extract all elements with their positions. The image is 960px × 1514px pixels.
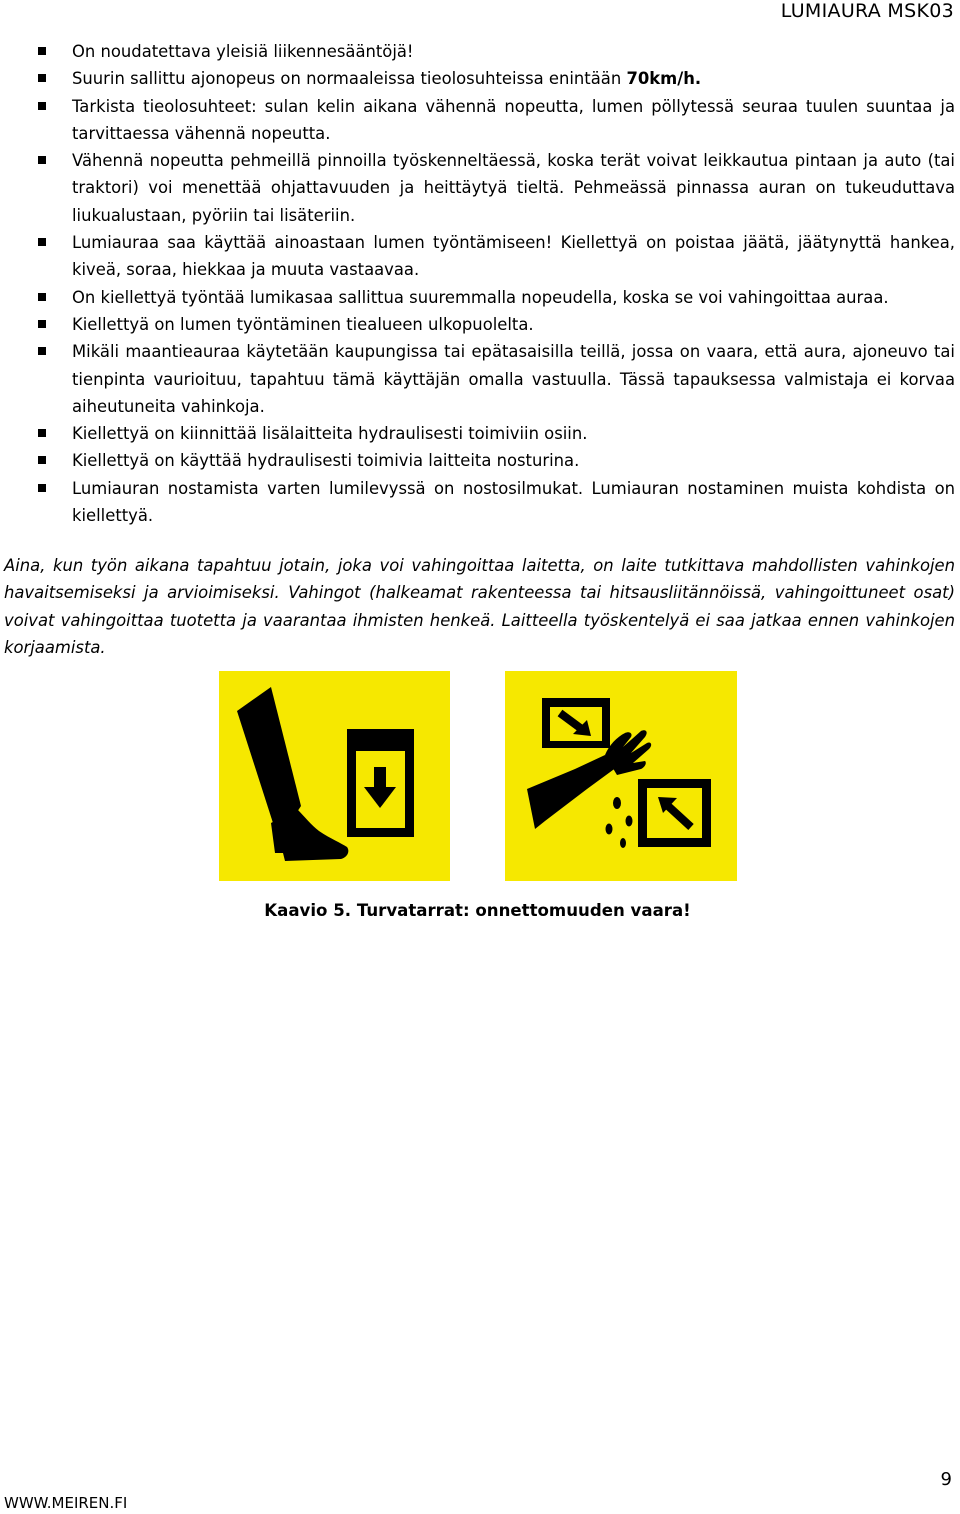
list-item-text: Lumiauraa saa käyttää ainoastaan lumen työntämiseen! Kiellettyä on poistaa jäätä, jäätynyttä hankea, kiveä, soraa, hiekkaa ja muuta vastaavaa. xyxy=(72,233,955,280)
list-item xyxy=(0,229,955,284)
list-item-text: Mikäli maantieauraa käytetään kaupungissa tai epätasaisilla teillä, jossa on vaara, että aura, ajoneuvo tai tienpinta vaurioituu, tapahtuu tämä käyttäjän omalla vastuulla. Tässä tapauksessa valmistaja ei korvaa aiheutuneita vahinkoja. xyxy=(72,342,955,416)
list-item xyxy=(0,93,955,148)
hand-cut-hazard-icon xyxy=(505,671,737,881)
list-item xyxy=(0,311,955,338)
bullet-square-icon xyxy=(38,320,46,328)
list-item xyxy=(0,38,955,65)
bullet-square-icon xyxy=(38,293,46,301)
list-item xyxy=(0,284,955,311)
list-item-text: On kiellettyä työntää lumikasaa sallittua suuremmalla nopeudella, koska se voi vahingoittaa auraa. xyxy=(72,287,889,307)
safety-rules-list xyxy=(0,38,955,529)
figure-caption: Kaavio 5. Turvatarrat: onnettomuuden vaara! xyxy=(264,901,691,920)
list-item-text: Kiellettyä on kiinnittää lisälaitteita hydraulisesti toimiviin osiin. xyxy=(72,424,588,444)
bullet-square-icon xyxy=(38,429,46,437)
list-item-text: Tarkista tieolosuhteet: sulan kelin aikana vähennä nopeutta, lumen pöllytessä seuraa tuulen suuntaa ja tarvittaessa vähennä nopeutta. xyxy=(72,96,955,143)
bullet-square-icon xyxy=(38,456,46,464)
list-item-text: Lumiauran nostamista varten lumilevyssä on nostosilmukat. Lumiauran nostaminen muista kohdista on kiellettyä. xyxy=(72,478,955,526)
list-item-text: Kiellettyä on käyttää hydraulisesti toimivia laitteita nosturina. xyxy=(72,451,580,471)
bullet-square-icon xyxy=(38,484,46,492)
bullet-square-icon xyxy=(38,238,46,246)
document-header-title: LUMIAURA MSK03 xyxy=(780,0,954,22)
list-item-text: Kiellettyä on lumen työntäminen tiealueen ulkopuolelta. xyxy=(72,314,534,334)
list-item-text: On noudatettava yleisiä liikennesääntöjä! xyxy=(72,42,414,61)
bullet-square-icon xyxy=(38,156,46,164)
footer-website-link[interactable]: WWW.MEIREN.FI xyxy=(4,1494,128,1512)
list-item xyxy=(0,65,955,92)
bullet-square-icon xyxy=(38,347,46,355)
page-number: 9 xyxy=(940,1469,952,1490)
bullet-square-icon xyxy=(38,47,46,55)
list-item-text: Vähennä nopeutta pehmeillä pinnoilla työskenneltäessä, koska terät voivat leikkautua pintaan ja auto (tai traktori) voi menettää ohjattavuuden ja heittäytyä tieltä. Pehmeässä pinnassa auran on tukeuduttava liukualustaan, pyöriin tai lisäteriin. xyxy=(72,151,955,225)
list-item xyxy=(0,338,955,420)
list-item xyxy=(0,147,955,229)
speed-limit-value: 70km/h. xyxy=(626,69,702,89)
list-item xyxy=(0,420,955,447)
bullet-square-icon xyxy=(38,74,46,82)
foot-crush-hazard-icon xyxy=(219,671,450,881)
bullet-square-icon xyxy=(38,102,46,110)
list-item-text: Suurin sallittu ajonopeus on normaaleissa tieolosuhteissa enintään xyxy=(72,69,627,89)
list-item xyxy=(0,475,955,530)
damage-warning-paragraph: Aina, kun työn aikana tapahtuu jotain, joka voi vahingoittaa laitetta, on laite tutkittava mahdollisten vahinkojen havaitsemiseksi ja arvioimiseksi. Vahingot (halkeamat rakenteessa tai hitsausliitännöissä, vahingoittuneet osat) voivat vahingoittaa tuotetta ja vaarantaa ihmisten henkeä. Laitteella työskentelyä ei saa jatkaa ennen vahinkojen korjaamista. xyxy=(4,556,955,657)
list-item xyxy=(0,447,955,474)
